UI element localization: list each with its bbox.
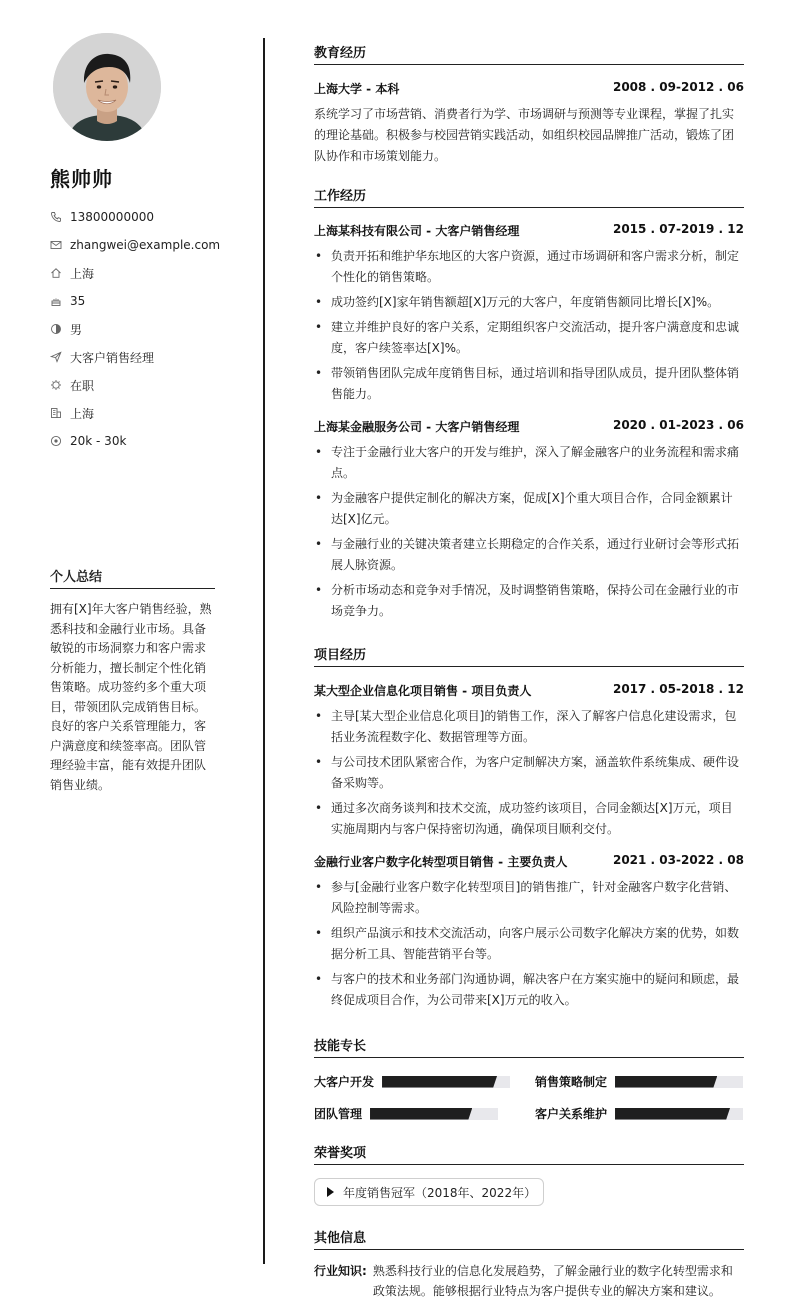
- phone-icon: [50, 211, 62, 223]
- avatar-photo: [53, 33, 161, 141]
- list-item: • 与公司技术团队紧密合作，为客户定制解决方案，涵盖软件系统集成、硬件设备采购等。: [314, 752, 744, 794]
- projects-heading: 项目经历: [314, 644, 744, 667]
- skill-1-level-bar: [382, 1076, 497, 1088]
- other-info: [314, 1262, 744, 1301]
- job-2-date: 2020 . 01-2023 . 06: [612, 418, 744, 432]
- award-item[interactable]: [314, 1178, 544, 1206]
- info-status: [50, 371, 220, 399]
- status-icon: [50, 379, 62, 391]
- honors-heading: 荣誉奖项: [314, 1142, 744, 1165]
- skill-2: [535, 1073, 743, 1090]
- skill-2-name: 销售策略制定: [535, 1075, 608, 1089]
- info-email: [50, 231, 220, 259]
- project-1-title: 某大型企业信息化项目销售 - 项目负责人: [314, 684, 532, 698]
- summary-text: 拥有[X]年大客户销售经验，熟悉科技和金融行业市场。具备敏锐的市场洞察力和客户需求分析能力，擅长制定个性化销售策略。成功签约多个重大项目，带领团队完成销售目标。良好的客户关系管理能力，客户满意度和续签率高。团队管理经验丰富，能有效提升团队销售业绩。: [50, 602, 212, 792]
- list-item: • 为金融客户提供定制化的解决方案，促成[X]个重大项目合作，合同金额累计达[X]亿元。: [314, 488, 744, 530]
- send-icon: [50, 351, 62, 363]
- info-gender: [50, 315, 220, 343]
- skill-1-track: [382, 1076, 510, 1088]
- project-2-title: 金融行业客户数字化转型项目销售 - 主要负责人: [314, 855, 568, 869]
- column-divider: [263, 38, 265, 1264]
- skill-1-name: 大客户开发: [314, 1075, 375, 1089]
- building-icon: [50, 407, 62, 419]
- list-item: • 通过多次商务谈判和技术交流，成功签约该项目，合同金额达[X]万元，项目实施周期内与客户保持密切沟通，确保项目顺利交付。: [314, 798, 744, 840]
- other-heading: 其他信息: [314, 1227, 744, 1250]
- skills-heading: 技能专长: [314, 1035, 744, 1058]
- city-text: 上海: [70, 406, 95, 421]
- education-entry-head: [314, 80, 744, 97]
- job-1-title: 上海某科技有限公司 - 大客户销售经理: [314, 224, 520, 238]
- info-location: [50, 259, 220, 287]
- job-2-title: 上海某金融服务公司 - 大客户销售经理: [314, 420, 520, 434]
- gender-text: 男: [70, 322, 83, 337]
- project-1-head: [314, 682, 744, 699]
- location-text: 上海: [70, 266, 95, 281]
- summary-heading: 个人总结: [50, 566, 215, 589]
- skill-3-level-bar: [370, 1108, 472, 1120]
- list-item: • 成功签约[X]家年销售额超[X]万元的大客户，年度销售额同比增长[X]%。: [314, 292, 744, 313]
- list-item: • 负责开拓和维护华东地区的大客户资源，通过市场调研和客户需求分析，制定个性化的销售策略。: [314, 246, 744, 288]
- other-info-key: 行业知识:: [314, 1264, 367, 1278]
- list-item: • 与金融行业的关键决策者建立长期稳定的合作关系，通过行业研讨会等形式拓展人脉资源。: [314, 534, 744, 576]
- list-item: • 与客户的技术和业务部门沟通协调，解决客户在方案实施中的疑问和顾虑，最终促成项目合作，为公司带来[X]万元的收入。: [314, 969, 744, 1011]
- project-2-bullets: [314, 877, 744, 1015]
- email-text: zhangwei@example.com: [70, 238, 221, 252]
- mail-icon: [50, 239, 62, 251]
- person-name: 熊帅帅: [50, 167, 113, 191]
- expand-triangle-icon[interactable]: [327, 1187, 334, 1197]
- list-item: • 参与[金融行业客户数字化转型项目]的销售推广，针对金融客户数字化营销、风险控制等需求。: [314, 877, 744, 919]
- info-position: [50, 343, 220, 371]
- job-1-head: [314, 222, 744, 239]
- job-2-bullets: [314, 442, 744, 626]
- position-text: 大客户销售经理: [70, 350, 155, 365]
- cake-icon: [50, 295, 62, 307]
- list-item: • 建立并维护良好的客户关系，定期组织客户交流活动，提升客户满意度和忠诚度，客户续签率达[X]%。: [314, 317, 744, 359]
- phone-text: 13800000000: [70, 210, 154, 224]
- award-text: 年度销售冠军（2018年、2022年）: [343, 1185, 537, 1200]
- skill-3: [314, 1105, 498, 1122]
- list-item: • 专注于金融行业大客户的开发与维护，深入了解金融客户的业务流程和需求痛点。: [314, 442, 744, 484]
- skill-2-track: [615, 1076, 743, 1088]
- skill-2-level-bar: [615, 1076, 717, 1088]
- project-1-date: 2017 . 05-2018 . 12: [612, 682, 744, 696]
- contact-info-list: [50, 203, 220, 455]
- project-1-bullets: [314, 706, 744, 844]
- education-date: 2008 . 09-2012 . 06: [612, 80, 744, 94]
- skill-4-track: [615, 1108, 743, 1120]
- info-phone: [50, 203, 220, 231]
- list-item: • 分析市场动态和竞争对手情况，及时调整销售策略，保持公司在金融行业的市场竞争力。: [314, 580, 744, 622]
- age-text: 35: [70, 294, 86, 308]
- project-2-head: [314, 853, 744, 870]
- gender-icon: [50, 323, 62, 335]
- job-1-bullets: [314, 246, 744, 409]
- sidebar: [0, 0, 250, 1302]
- other-info-value: 熟悉科技行业的信息化发展趋势，了解金融行业的数字化转型需求和政策法规。能够根据行业特点为客户提供专业的解决方案和建议。: [372, 1264, 733, 1298]
- job-2-head: [314, 418, 744, 435]
- education-heading: 教育经历: [314, 42, 744, 65]
- info-city: [50, 399, 220, 427]
- skill-3-track: [370, 1108, 498, 1120]
- job-1-date: 2015 . 07-2019 . 12: [612, 222, 744, 236]
- status-text: 在职: [70, 378, 95, 393]
- education-school: 上海大学 - 本科: [314, 82, 400, 96]
- avatar: [53, 33, 161, 141]
- money-icon: [50, 435, 62, 447]
- skill-4-level-bar: [615, 1108, 730, 1120]
- list-item: • 组织产品演示和技术交流活动，向客户展示公司数字化解决方案的优势，如数据分析工具、智能营销平台等。: [314, 923, 744, 965]
- list-item: • 带领销售团队完成年度销售目标，通过培训和指导团队成员，提升团队整体销售能力。: [314, 363, 744, 405]
- home-icon: [50, 267, 62, 279]
- education-description: 系统学习了市场营销、消费者行为学、市场调研与预测等专业课程，掌握了扎实的理论基础。积极参与校园营销实践活动，如组织校园品牌推广活动，锻炼了团队协作和市场策划能力。: [314, 107, 735, 163]
- skill-4-name: 客户关系维护: [535, 1107, 608, 1121]
- project-2-date: 2021 . 03-2022 . 08: [612, 853, 744, 867]
- skill-1: [314, 1073, 510, 1090]
- salary-text: 20k - 30k: [70, 434, 127, 448]
- list-item: • 主导[某大型企业信息化项目]的销售工作，深入了解客户信息化建设需求，包括业务流程数字化、数据管理等方面。: [314, 706, 744, 748]
- skill-4: [535, 1105, 743, 1122]
- info-age: [50, 287, 220, 315]
- info-salary: [50, 427, 220, 455]
- skill-3-name: 团队管理: [314, 1107, 363, 1121]
- work-heading: 工作经历: [314, 185, 744, 208]
